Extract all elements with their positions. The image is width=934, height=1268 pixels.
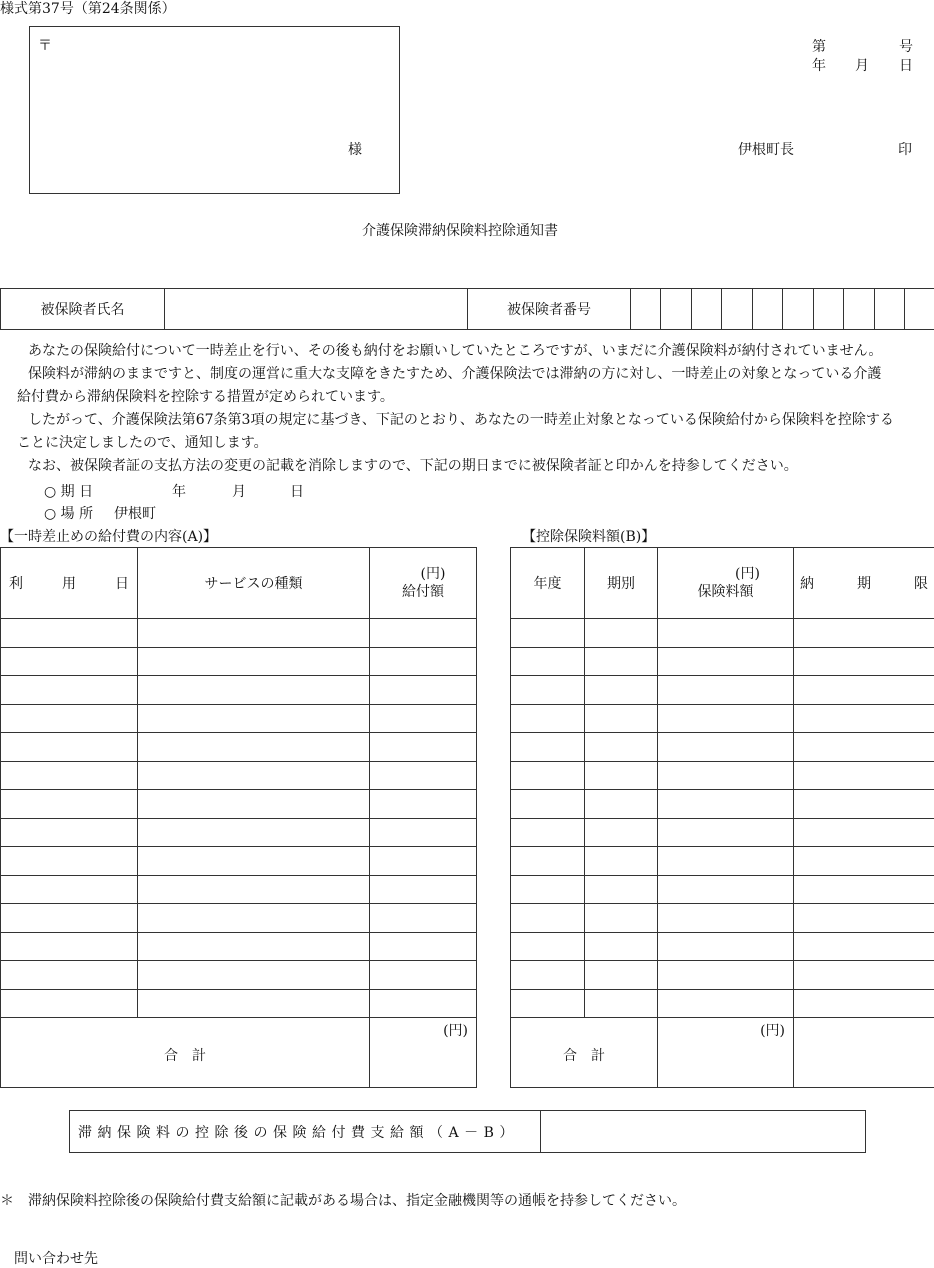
benefit-table-row bbox=[1, 847, 477, 876]
benefit-table-cell[interactable] bbox=[370, 761, 477, 790]
benefit-table-row bbox=[1, 818, 477, 847]
postal-mark: 〒 bbox=[38, 35, 52, 55]
date-item-day: 日 bbox=[290, 481, 304, 501]
body-text bbox=[14, 340, 924, 478]
premium-amount-label: 保険料額 bbox=[658, 583, 793, 601]
premium-table-cell[interactable] bbox=[585, 961, 658, 990]
benefit-table-cell[interactable] bbox=[138, 733, 370, 762]
insured-number-box[interactable] bbox=[905, 289, 934, 330]
net-amount-table bbox=[69, 1110, 866, 1153]
benefit-table-cell[interactable] bbox=[138, 647, 370, 676]
premium-table-row bbox=[511, 676, 934, 705]
paragraph-4: なお、被保険者証の支払方法の変更の記載を消除しますので、下記の期日までに被保険者証と印かんを持参してください。 bbox=[14, 455, 924, 478]
premium-table-cell[interactable] bbox=[658, 989, 794, 1018]
usage-date-header: 利 用 日 bbox=[1, 573, 137, 593]
benefit-table-row bbox=[1, 733, 477, 762]
premium-table-row bbox=[511, 818, 934, 847]
premium-table-cell[interactable] bbox=[511, 790, 585, 819]
benefit-table-cell[interactable] bbox=[1, 875, 138, 904]
insured-number-label: 被保険者番号 bbox=[468, 289, 631, 330]
doc-number-go: 号 bbox=[899, 36, 913, 56]
premium-table-cell[interactable] bbox=[658, 676, 794, 705]
premium-table-cell[interactable] bbox=[511, 619, 585, 648]
benefit-table-cell[interactable] bbox=[1, 989, 138, 1018]
premium-table-row bbox=[511, 989, 934, 1018]
benefit-table-cell[interactable] bbox=[138, 704, 370, 733]
benefit-table bbox=[0, 547, 477, 1088]
premium-table-row bbox=[511, 847, 934, 876]
benefit-table-cell[interactable] bbox=[1, 904, 138, 933]
premium-table-cell[interactable] bbox=[585, 733, 658, 762]
benefit-table-cell[interactable] bbox=[370, 989, 477, 1018]
col-header-deadline bbox=[794, 548, 934, 619]
insured-number-box[interactable] bbox=[722, 289, 753, 330]
benefit-table-row bbox=[1, 904, 477, 933]
deadline-header: 納 期 限 bbox=[794, 573, 934, 593]
premium-table-cell[interactable] bbox=[658, 790, 794, 819]
col-header-fiscal-year: 年度 bbox=[511, 548, 585, 619]
benefit-table-cell[interactable] bbox=[370, 676, 477, 705]
premium-table-cell[interactable] bbox=[658, 875, 794, 904]
premium-table-cell[interactable] bbox=[794, 761, 934, 790]
premium-table-cell[interactable] bbox=[511, 932, 585, 961]
premium-table-cell[interactable] bbox=[658, 904, 794, 933]
benefit-table-cell[interactable] bbox=[1, 676, 138, 705]
premium-table-cell[interactable] bbox=[658, 733, 794, 762]
benefit-table-cell[interactable] bbox=[370, 932, 477, 961]
benefit-table-row bbox=[1, 704, 477, 733]
premium-table-row bbox=[511, 875, 934, 904]
premium-table-cell[interactable] bbox=[794, 961, 934, 990]
benefit-table-cell[interactable] bbox=[370, 619, 477, 648]
doc-number-dai: 第 bbox=[812, 36, 826, 56]
benefit-table-cell[interactable] bbox=[138, 818, 370, 847]
contact-label: 問い合わせ先 bbox=[14, 1248, 98, 1268]
benefit-table-cell[interactable] bbox=[370, 847, 477, 876]
premium-table-cell[interactable] bbox=[511, 761, 585, 790]
insured-number-box[interactable] bbox=[814, 289, 844, 330]
premium-table-cell[interactable] bbox=[794, 875, 934, 904]
col-header-usage-date bbox=[1, 548, 138, 619]
date-item-label: ○ 期 日 bbox=[44, 481, 93, 501]
table-b-total-label: 合 計 bbox=[511, 1018, 658, 1088]
premium-table-cell[interactable] bbox=[794, 619, 934, 648]
benefit-table-row bbox=[1, 875, 477, 904]
benefit-table-cell[interactable] bbox=[370, 875, 477, 904]
benefit-table-cell[interactable] bbox=[138, 989, 370, 1018]
premium-table-cell[interactable] bbox=[658, 619, 794, 648]
benefit-table-cell[interactable] bbox=[1, 704, 138, 733]
premium-amount-unit: (円) bbox=[658, 565, 793, 583]
date-year: 年 bbox=[812, 55, 826, 75]
place-item-value: 伊根町 bbox=[114, 503, 156, 523]
paragraph-2-line-1: 保険料が滞納のままですと、制度の運営に重大な支障をきたすため、介護保険法では滞納の方に対し、一時差止の対象となっている介護 bbox=[14, 363, 924, 386]
date-day: 日 bbox=[899, 55, 913, 75]
benefit-table-row bbox=[1, 790, 477, 819]
premium-table-row bbox=[511, 704, 934, 733]
premium-table-row bbox=[511, 733, 934, 762]
premium-table-cell[interactable] bbox=[511, 647, 585, 676]
premium-table-cell[interactable] bbox=[511, 875, 585, 904]
insured-name-field[interactable] bbox=[165, 289, 468, 330]
issuer-name: 伊根町長 bbox=[738, 139, 794, 159]
premium-table-row bbox=[511, 961, 934, 990]
premium-table-cell[interactable] bbox=[794, 790, 934, 819]
table-a-total-unit: (円) bbox=[370, 1018, 476, 1040]
benefit-table-cell[interactable] bbox=[1, 961, 138, 990]
premium-table-cell[interactable] bbox=[511, 704, 585, 733]
premium-table-cell[interactable] bbox=[794, 647, 934, 676]
benefit-table-row bbox=[1, 761, 477, 790]
benefit-table-cell[interactable] bbox=[370, 733, 477, 762]
premium-table-cell[interactable] bbox=[511, 961, 585, 990]
premium-table-row bbox=[511, 932, 934, 961]
insured-number-box[interactable] bbox=[875, 289, 905, 330]
premium-table-row bbox=[511, 761, 934, 790]
premium-table-cell[interactable] bbox=[585, 790, 658, 819]
benefit-table-cell[interactable] bbox=[370, 647, 477, 676]
premium-table-cell[interactable] bbox=[585, 818, 658, 847]
premium-table-cell[interactable] bbox=[794, 733, 934, 762]
insured-number-box[interactable] bbox=[661, 289, 692, 330]
benefit-table-cell[interactable] bbox=[1, 932, 138, 961]
date-item-month: 月 bbox=[232, 481, 246, 501]
col-header-premium-amount bbox=[658, 548, 794, 619]
premium-table-cell[interactable] bbox=[585, 761, 658, 790]
benefit-table-cell[interactable] bbox=[138, 790, 370, 819]
benefit-table-cell[interactable] bbox=[1, 847, 138, 876]
table-b-caption: 【控除保険料額(B)】 bbox=[522, 526, 655, 546]
benefit-table-cell[interactable] bbox=[370, 818, 477, 847]
insured-number-box[interactable] bbox=[844, 289, 875, 330]
insured-number-box[interactable] bbox=[631, 289, 661, 330]
premium-table-cell[interactable] bbox=[511, 676, 585, 705]
premium-table-cell[interactable] bbox=[585, 932, 658, 961]
paragraph-1: あなたの保険給付について一時差止を行い、その後も納付をお願いしていたところですが、いまだに介護保険料が納付されていません。 bbox=[14, 340, 924, 363]
premium-table-cell[interactable] bbox=[794, 847, 934, 876]
insured-number-box[interactable] bbox=[753, 289, 783, 330]
premium-table-cell[interactable] bbox=[585, 847, 658, 876]
insured-number-box[interactable] bbox=[783, 289, 814, 330]
premium-table-cell[interactable] bbox=[658, 961, 794, 990]
premium-table-cell[interactable] bbox=[658, 761, 794, 790]
premium-table-row bbox=[511, 619, 934, 648]
premium-table-cell[interactable] bbox=[794, 904, 934, 933]
net-amount-field[interactable] bbox=[541, 1111, 866, 1153]
benefit-table-cell[interactable] bbox=[370, 790, 477, 819]
premium-table-cell[interactable] bbox=[794, 932, 934, 961]
premium-table-cell[interactable] bbox=[794, 818, 934, 847]
benefit-table-cell[interactable] bbox=[1, 790, 138, 819]
premium-table-cell[interactable] bbox=[511, 904, 585, 933]
form-id: 様式第37号（第24条関係） bbox=[0, 0, 176, 18]
table-b-total-extra bbox=[794, 1018, 934, 1088]
benefit-table-cell[interactable] bbox=[138, 619, 370, 648]
insured-number-box[interactable] bbox=[692, 289, 722, 330]
benefit-table-cell[interactable] bbox=[1, 818, 138, 847]
col-header-service-type: サービスの種類 bbox=[138, 548, 370, 619]
premium-table-cell[interactable] bbox=[585, 647, 658, 676]
table-a-caption: 【一時差止めの給付費の内容(A)】 bbox=[0, 526, 217, 546]
premium-table-row bbox=[511, 904, 934, 933]
place-item-label: ○ 場 所 bbox=[44, 503, 93, 523]
benefit-table-row bbox=[1, 619, 477, 648]
premium-table-cell[interactable] bbox=[658, 847, 794, 876]
benefit-table-cell[interactable] bbox=[138, 847, 370, 876]
table-b-total-unit: (円) bbox=[658, 1018, 793, 1040]
premium-table-cell[interactable] bbox=[794, 704, 934, 733]
premium-table-cell[interactable] bbox=[585, 989, 658, 1018]
benefit-table-cell[interactable] bbox=[138, 676, 370, 705]
col-header-period: 期別 bbox=[585, 548, 658, 619]
premium-table-cell[interactable] bbox=[794, 989, 934, 1018]
insured-name-label: 被保険者氏名 bbox=[1, 289, 165, 330]
benefit-amount-unit: (円) bbox=[370, 565, 476, 583]
premium-table-cell[interactable] bbox=[794, 676, 934, 705]
premium-table-cell[interactable] bbox=[585, 904, 658, 933]
benefit-table-row bbox=[1, 676, 477, 705]
premium-table-cell[interactable] bbox=[511, 818, 585, 847]
table-a-total-label: 合 計 bbox=[1, 1018, 370, 1088]
benefit-table-cell[interactable] bbox=[370, 704, 477, 733]
paragraph-2-line-2: 給付費から滞納保険料を控除する措置が定められています。 bbox=[14, 386, 924, 409]
benefit-table-cell[interactable] bbox=[1, 733, 138, 762]
benefit-table-cell[interactable] bbox=[138, 932, 370, 961]
benefit-table-cell[interactable] bbox=[1, 647, 138, 676]
benefit-table-cell[interactable] bbox=[370, 961, 477, 990]
premium-table-cell[interactable] bbox=[658, 647, 794, 676]
paragraph-3-line-2: ことに決定しましたので、通知します。 bbox=[14, 432, 924, 455]
benefit-table-cell[interactable] bbox=[1, 619, 138, 648]
premium-table-row bbox=[511, 647, 934, 676]
insured-table bbox=[0, 288, 934, 330]
paragraph-3-line-1: したがって、介護保険法第67条第3項の規定に基づき、下記のとおり、あなたの一時差止対象となっている保険給付から保険料を控除する bbox=[14, 409, 924, 432]
issuer-seal: 印 bbox=[898, 139, 912, 159]
premium-table-cell[interactable] bbox=[585, 704, 658, 733]
benefit-table-row bbox=[1, 932, 477, 961]
benefit-table-cell[interactable] bbox=[138, 761, 370, 790]
date-month: 月 bbox=[855, 55, 869, 75]
net-amount-label: 滞納保険料の控除後の保険給付費支給額（A－B） bbox=[70, 1111, 541, 1153]
honorific-sama: 様 bbox=[348, 139, 362, 159]
document-title: 介護保険滞納保険料控除通知書 bbox=[0, 220, 920, 240]
benefit-table-row bbox=[1, 989, 477, 1018]
premium-table-cell[interactable] bbox=[585, 676, 658, 705]
address-box bbox=[29, 26, 400, 194]
premium-table-cell[interactable] bbox=[658, 704, 794, 733]
benefit-table-cell[interactable] bbox=[138, 961, 370, 990]
premium-table-row bbox=[511, 790, 934, 819]
premium-table-cell[interactable] bbox=[511, 733, 585, 762]
date-item-year: 年 bbox=[172, 481, 186, 501]
table-b-total-cell[interactable] bbox=[658, 1018, 794, 1088]
benefit-table-cell[interactable] bbox=[138, 875, 370, 904]
premium-table-cell[interactable] bbox=[658, 818, 794, 847]
benefit-table-row bbox=[1, 961, 477, 990]
benefit-table-row bbox=[1, 647, 477, 676]
premium-table bbox=[510, 547, 934, 1088]
footnote: ＊ 滞納保険料控除後の保険給付費支給額に記載がある場合は、指定金融機関等の通帳を持参してください。 bbox=[0, 1190, 686, 1210]
premium-table-cell[interactable] bbox=[585, 875, 658, 904]
benefit-table-cell[interactable] bbox=[1, 761, 138, 790]
premium-table-cell[interactable] bbox=[511, 989, 585, 1018]
premium-table-cell[interactable] bbox=[585, 619, 658, 648]
premium-table-cell[interactable] bbox=[511, 847, 585, 876]
benefit-amount-label: 給付額 bbox=[370, 583, 476, 601]
table-a-total-cell[interactable] bbox=[370, 1018, 477, 1088]
benefit-table-cell[interactable] bbox=[138, 904, 370, 933]
col-header-benefit-amount bbox=[370, 548, 477, 619]
benefit-table-cell[interactable] bbox=[370, 904, 477, 933]
premium-table-cell[interactable] bbox=[658, 932, 794, 961]
